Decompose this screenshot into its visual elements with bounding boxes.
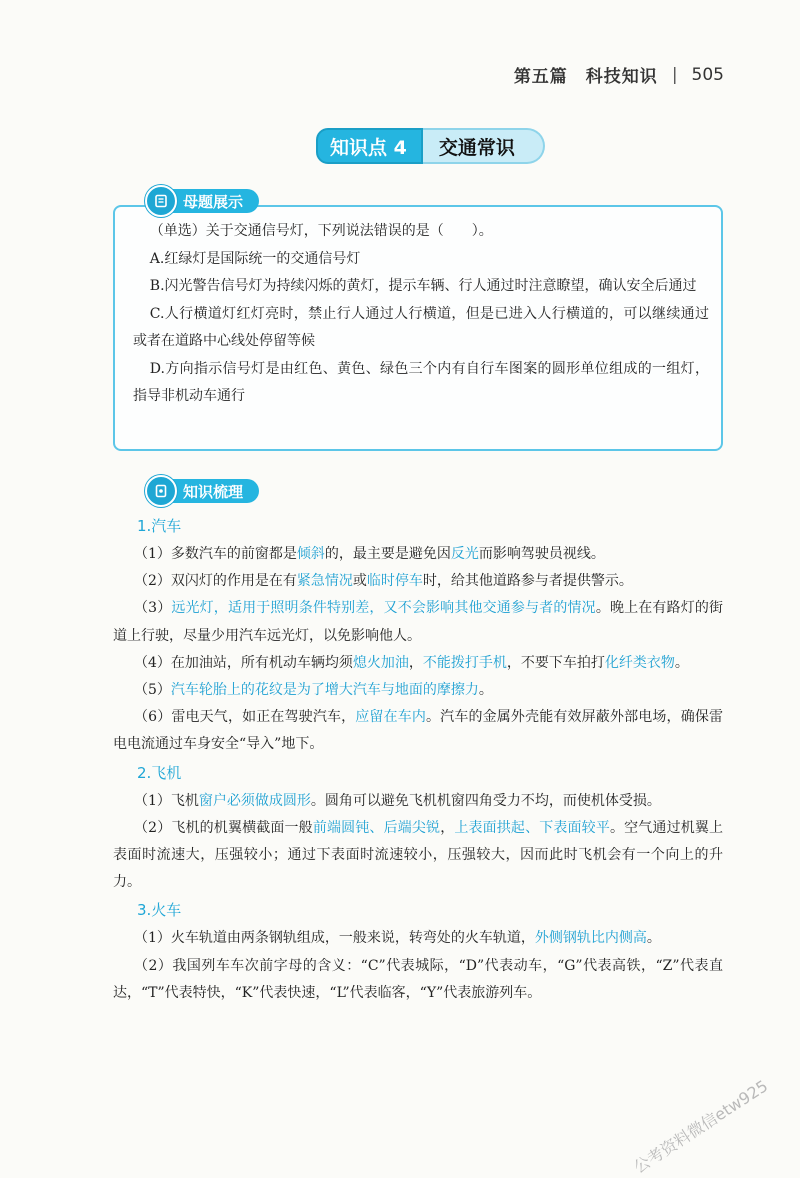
train-point-1: （1）火车轨道由两条钢轨组成，一般来说，转弯处的火车轨道，外侧钢轨比内侧高。 xyxy=(134,930,661,947)
book-icon xyxy=(145,185,177,217)
car-point-2: （2）双闪灯的作用是在有紧急情况或临时停车时，给其他道路参与者提供警示。 xyxy=(134,573,633,590)
car-point-6: （6）雷电天气，如正在驾驶汽车，应留在车内。汽车的金属外壳能有效屏蔽外部电场，确保雷电电流通过车身安全“导入”地下。 xyxy=(113,709,723,753)
question-stem: （单选）关于交通信号灯，下列说法错误的是（ ）。 xyxy=(149,223,493,239)
car-point-1: （1）多数汽车的前窗都是倾斜的，最主要是避免因反光而影响驾驶员视线。 xyxy=(134,546,605,562)
train-point-2: （2）我国列车车次前字母的含义：“C”代表城际，“D”代表动车，“G”代表高铁，“Z”代表直达，“T”代表特快，“K”代表快速，“L”代表临客，“Y”代表旅游列车。 xyxy=(113,957,723,1001)
topic-tag: 知识点 4 xyxy=(316,128,423,164)
question-section-tag xyxy=(145,186,259,216)
notebook-icon xyxy=(145,475,177,507)
page-number: 505 xyxy=(691,64,724,85)
knowledge-section-label: 知识梳理 xyxy=(169,479,259,503)
car-point-3: （3）远光灯，适用于照明条件特别差，又不会影响其他交通参与者的情况。晚上在有路灯的街道上行驶，尽量少用汽车远光灯，以免影响他人。 xyxy=(113,600,723,644)
option-b: B.闪光警告信号灯为持续闪烁的黄灯，提示车辆、行人通过时注意瞭望，确认安全后通过 xyxy=(149,278,697,294)
option-c: C.人行横道灯红灯亮时，禁止行人通过人行横道，但是已进入人行横道的，可以继续通过或者在道路中心线处停留等候 xyxy=(133,305,709,349)
option-a: A.红绿灯是国际统一的交通信号灯 xyxy=(149,250,361,267)
heading-plane: 2.飞机 xyxy=(137,763,182,782)
car-point-4: （4）在加油站，所有机动车辆均须熄火加油，不能拨打手机，不要下车拍打化纤类衣物。 xyxy=(134,654,689,671)
knowledge-section-tag xyxy=(145,476,259,506)
car-point-5: （5）汽车轮胎上的花纹是为了增大汽车与地面的摩擦力。 xyxy=(134,682,493,699)
knowledge-content xyxy=(113,512,723,1007)
question-section-label: 母题展示 xyxy=(169,189,259,213)
topic-banner xyxy=(316,128,545,164)
option-d: D.方向指示信号灯是由红色、黄色、绿色三个内有自行车图案的圆形单位组成的一组灯，指导非机动车通行 xyxy=(133,360,709,404)
heading-car: 1.汽车 xyxy=(137,517,182,535)
heading-train: 3.火车 xyxy=(137,901,182,920)
plane-point-1: （1）飞机窗户必须做成圆形。圆角可以避免飞机机窗四角受力不均，而使机体受损。 xyxy=(134,792,661,809)
watermark: 公考资料微信etw925 xyxy=(630,1076,772,1177)
chapter-title: 第五篇 科技知识 xyxy=(513,67,658,87)
header-separator: | xyxy=(671,64,678,85)
running-header xyxy=(514,62,724,87)
topic-title: 交通常识 xyxy=(423,128,545,164)
question-text xyxy=(133,218,709,411)
plane-point-2: （2）飞机的机翼横截面一般前端圆钝、后端尖锐，上表面拱起、下表面较平。空气通过机翼上表面时流速大，压强较小；通过下表面时流速较小，压强较大，因而此时飞机会有一个向上的升力。 xyxy=(113,819,724,891)
